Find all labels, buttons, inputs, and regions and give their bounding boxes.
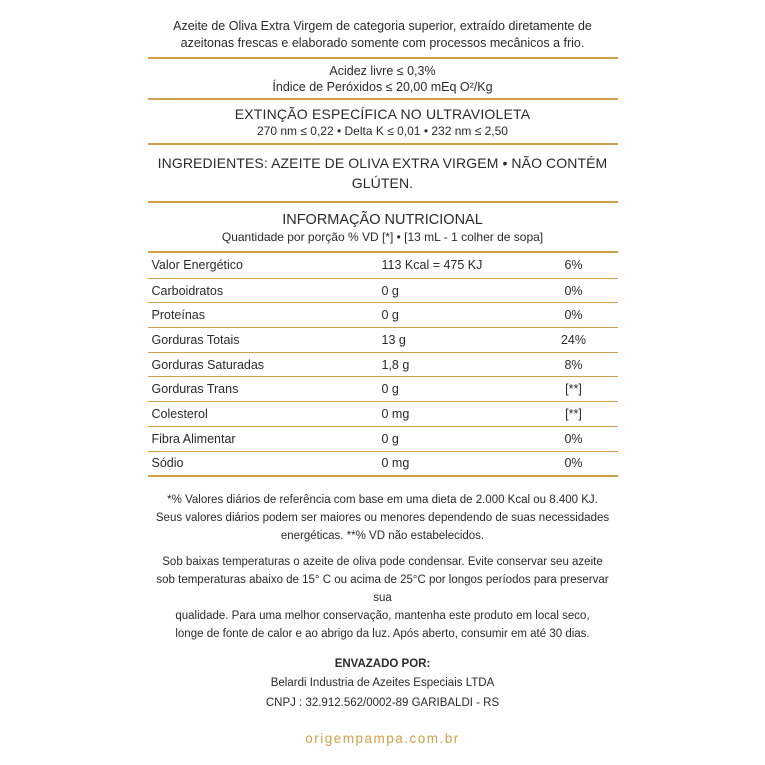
website-link[interactable]: origempampa.com.br [305, 731, 460, 746]
nutrition-table [148, 251, 618, 477]
nutrient-name: Proteínas [151, 308, 206, 323]
nutrition-subtitle: Quantidade por porção % VD [*] • [13 mL - 1 colher de sopa] [221, 230, 544, 244]
table-row [148, 451, 618, 476]
nutrient-name: Fibra Alimentar [151, 431, 236, 446]
nutrient-amount: 113 Kcal = 475 KJ [381, 258, 483, 273]
nutrient-dv: 0% [564, 431, 583, 446]
nutrient-amount: 0 mg [381, 456, 410, 471]
storage-line: qualidade. Para uma melhor conservação, mantenha este produto em local seco, [175, 610, 590, 623]
label-panel [148, 0, 618, 713]
table-row [148, 302, 618, 327]
packer-cnpj: CNPJ : 32.912.562/0002-89 GARIBALDI - RS [265, 697, 500, 710]
nutrient-name: Valor Energético [151, 258, 243, 273]
nutrient-dv: 0% [564, 456, 583, 471]
table-row [148, 376, 618, 401]
nutrient-amount: 13 g [381, 332, 406, 347]
intro-line: Azeite de Oliva Extra Virgem de categoria superior, extraído diretamente de [173, 19, 592, 33]
nutrient-amount: 0 mg [381, 406, 410, 421]
nutrient-amount: 0 g [381, 283, 399, 298]
acidity-spec: Acidez livre ≤ 0,3% [329, 64, 436, 78]
footnote-line: Seus valores diários podem ser maiores ou menores dependendo de suas necessidades [155, 512, 610, 525]
table-row [148, 278, 618, 303]
nutrient-name: Sódio [151, 456, 184, 471]
nutrient-amount: 0 g [381, 308, 399, 323]
nutrient-name: Gorduras Totais [151, 332, 240, 347]
storage-line: longe de fonte de calor e ao abrigo da luz. Após aberto, consumir em até 30 dias. [175, 628, 590, 641]
nutrient-dv: 0% [564, 283, 583, 298]
nutrient-dv: 24% [560, 332, 587, 347]
footnote-line: energéticas. **% VD não estabelecidos. [280, 530, 485, 543]
footnote-line: *% Valores diários de referência com base em uma dieta de 2.000 Kcal ou 8.400 KJ. [167, 494, 598, 507]
nutrient-dv: 8% [564, 357, 583, 372]
nutrient-name: Colesterol [151, 406, 208, 421]
nutrient-dv: [**] [565, 406, 582, 421]
nutrient-name: Carboidratos [151, 283, 224, 298]
nutrient-amount: 0 g [381, 382, 399, 397]
packer-title: ENVAZADO POR: [334, 658, 431, 671]
nutrient-name: Gorduras Saturadas [151, 357, 265, 372]
table-row [148, 253, 618, 278]
ingredients-line: INGREDIENTES: AZEITE DE OLIVA EXTRA VIRGEM • NÃO CONTÉM GLÚTEN. [157, 155, 608, 191]
peroxide-spec: Índice de Peróxidos ≤ 20,00 mEq O²/Kg [272, 80, 493, 94]
daily-value-footnote [148, 477, 618, 545]
storage-line: sob temperaturas abaixo de 15° C ou acima de 25°C por longos períodos para preservar sua [156, 574, 609, 605]
table-row [148, 401, 618, 426]
uv-values: 270 nm ≤ 0,22 • Delta K ≤ 0,01 • 232 nm ≤ 2,50 [257, 124, 508, 138]
packer-company: Belardi Industria de Azeites Especiais LTDA [270, 677, 495, 690]
nutrient-dv: [**] [565, 382, 582, 397]
nutrient-amount: 1,8 g [381, 357, 410, 372]
nutrition-title: INFORMAÇÃO NUTRICIONAL [282, 212, 483, 228]
intro-line: azeitonas frescas e elaborado somente com processos mecânicos a frio. [180, 36, 585, 50]
intro-text [148, 12, 618, 57]
quality-specs [148, 59, 618, 98]
uv-title: EXTINÇÃO ESPECÍFICA NO ULTRAVIOLETA [234, 106, 531, 122]
table-row [148, 327, 618, 352]
nutrient-dv: 6% [564, 258, 583, 273]
table-row [148, 426, 618, 451]
nutrient-name: Gorduras Trans [151, 382, 239, 397]
table-row [148, 352, 618, 377]
storage-line: Sob baixas temperaturas o azeite de oliva pode condensar. Evite conservar seu azeite [162, 556, 603, 569]
nutrient-amount: 0 g [381, 431, 399, 446]
storage-instructions [148, 545, 618, 643]
nutrient-dv: 0% [564, 308, 583, 323]
